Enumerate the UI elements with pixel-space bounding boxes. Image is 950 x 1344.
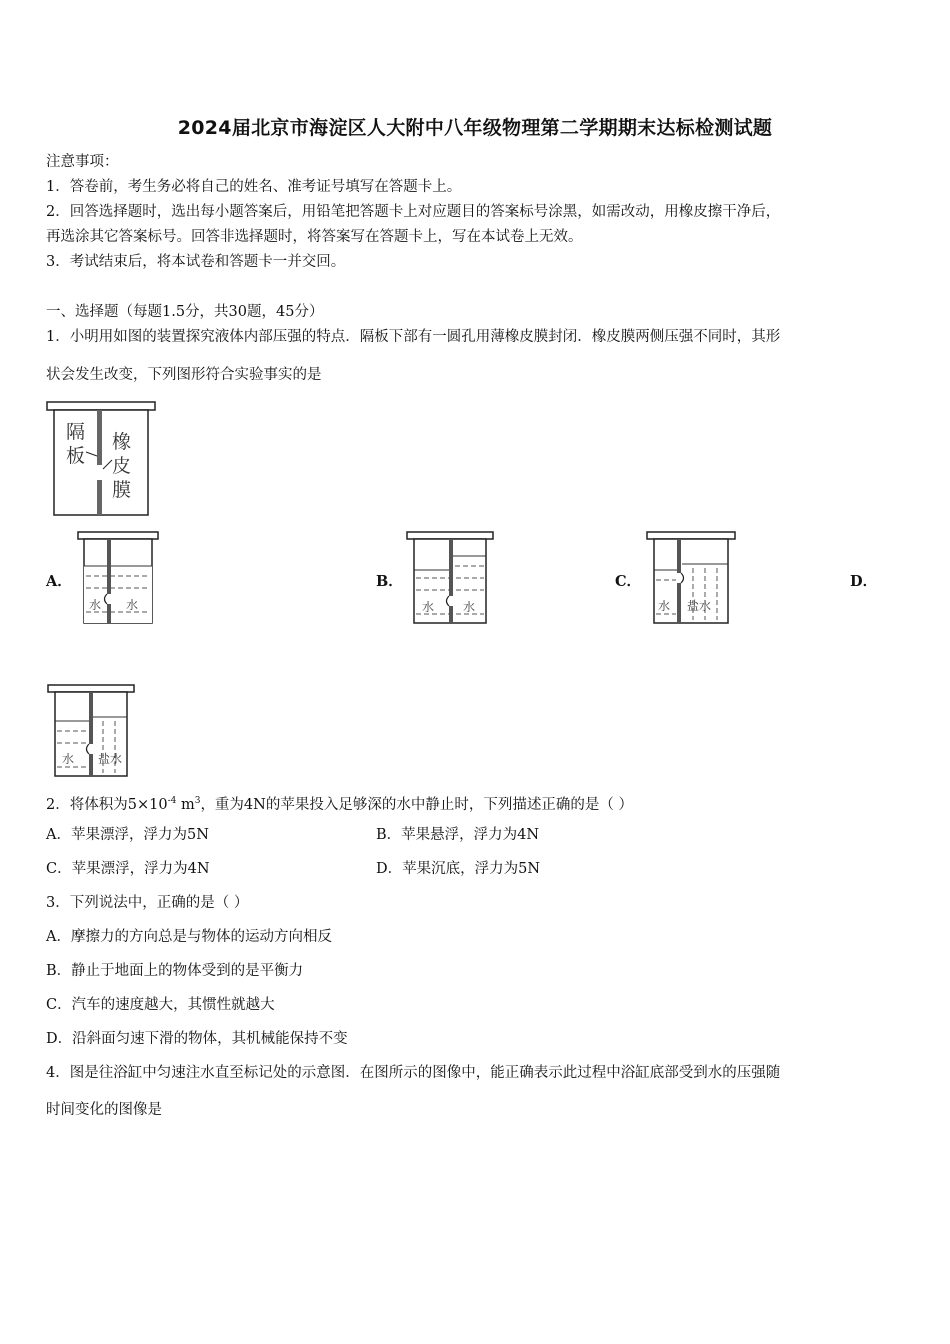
question-4-stem-cont: 时间变化的图像是 — [46, 1102, 162, 1118]
question-4-stem: 4．图是往浴缸中匀速注水直至标记处的示意图．在图所示的图像中，能正确表示此过程中浴缸底部受到水的压强随 — [46, 1065, 781, 1081]
option-c-label[interactable]: C． — [615, 573, 642, 590]
question-3-option-a[interactable]: A．摩擦力的方向总是与物体的运动方向相反 — [46, 929, 332, 945]
notice-item: 再选涂其它答案标号。回答非选择题时，将答案写在答题卡上，写在本试卷上无效。 — [46, 229, 583, 245]
option-b-diagram[interactable] — [405, 530, 495, 626]
question-2-option-d[interactable]: D．苹果沉底，浮力为5N — [376, 861, 541, 877]
option-c-diagram[interactable] — [645, 530, 739, 626]
liquid-label: 水 — [658, 599, 671, 613]
question-3-option-d[interactable]: D．沿斜面匀速下滑的物体，其机械能保持不变 — [46, 1031, 348, 1047]
liquid-label: 水 — [463, 600, 476, 614]
exam-title: 2024届北京市海淀区人大附中八年级物理第二学期期末达标检测试题 — [177, 117, 773, 139]
option-b-label[interactable]: B． — [376, 573, 403, 590]
option-a-diagram[interactable] — [76, 530, 160, 626]
liquid-label: 盐水 — [98, 752, 123, 766]
liquid-label: 盐水 — [687, 599, 712, 613]
liquid-label: 水 — [62, 752, 75, 766]
liquid-label: 水 — [126, 598, 139, 612]
question-2-option-c[interactable]: C．苹果漂浮，浮力为4N — [46, 861, 210, 877]
liquid-label: 水 — [89, 598, 102, 612]
option-d-label[interactable]: D． — [850, 573, 878, 590]
apparatus-figure — [46, 400, 158, 518]
question-2-option-b[interactable]: B．苹果悬浮，浮力为4N — [376, 827, 540, 843]
question-3-option-c[interactable]: C．汽车的速度越大，其惯性就越大 — [46, 997, 275, 1013]
figure-label: 隔 — [66, 421, 86, 443]
option-d-diagram[interactable] — [46, 683, 136, 779]
question-3-stem: 3．下列说法中，正确的是（ ） — [46, 895, 249, 911]
liquid-label: 水 — [422, 600, 435, 614]
notice-item: 2．回答选择题时，选出每小题答案后，用铅笔把答题卡上对应题目的答案标号涂黑，如需改动，用橡皮擦干净后， — [46, 204, 781, 220]
figure-label: 橡 — [112, 431, 132, 453]
figure-label: 板 — [66, 445, 86, 467]
notice-heading: 注意事项： — [46, 154, 119, 170]
notice-item: 3．考试结束后，将本试卷和答题卡一并交回。 — [46, 254, 346, 270]
question-2-option-a[interactable]: A．苹果漂浮，浮力为5N — [46, 827, 209, 843]
question-1-stem: 1．小明用如图的装置探究液体内部压强的特点．隔板下部有一圆孔用薄橡皮膜封闭．橡皮膜两侧压强不同时，其形 — [46, 329, 781, 345]
figure-label: 皮 — [112, 455, 132, 477]
notice-item: 1．答卷前，考生务必将自己的姓名、准考证号填写在答题卡上。 — [46, 179, 462, 195]
question-1-stem-cont: 状会发生改变，下列图形符合实验事实的是 — [46, 367, 322, 383]
question-3-option-b[interactable]: B．静止于地面上的物体受到的是平衡力 — [46, 963, 304, 979]
figure-label: 膜 — [112, 479, 132, 501]
section-heading: 一、选择题（每题1.5分，共30题，45分） — [46, 304, 324, 320]
option-a-label[interactable]: A． — [46, 573, 72, 590]
question-2-stem: 2．将体积为$5\times 10^{-4}$ $m^3$，重为4N的苹果投入足够深的水中静止时，下列描述正确的是（ ） — [46, 796, 633, 813]
